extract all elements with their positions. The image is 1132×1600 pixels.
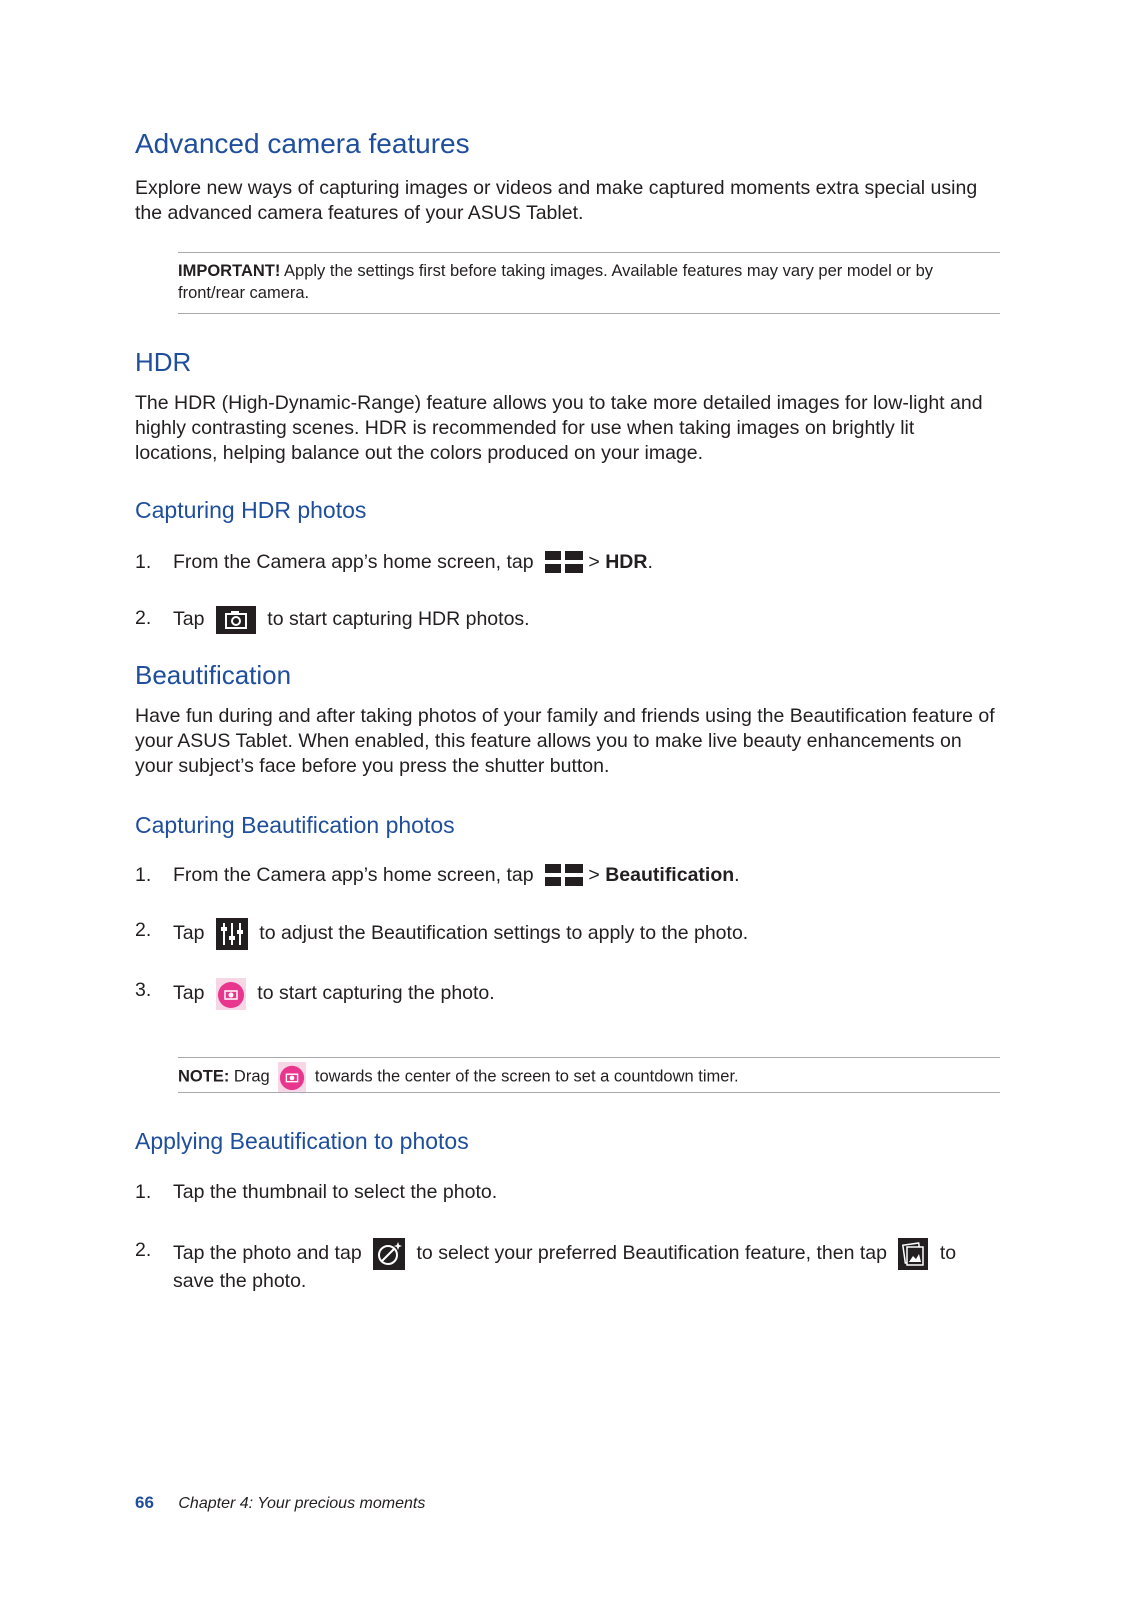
apply-step-2: 2. Tap the photo and tap to select your preferred Beautification feature, then tap to save the photo. [135,1239,957,1292]
step-number: 2. [135,1239,152,1261]
chapter-title: Chapter 4: Your precious moments [178,1495,426,1512]
beautification-step-3: 3. Tap to start capturing the photo. [135,978,935,1010]
hdr-step-2: 2. Tap to start capturing HDR photos. [135,606,935,636]
step-number: 2. [135,607,152,629]
step-text: From the Camera app’s home screen, tap [173,551,534,573]
capturing-hdr-heading: Capturing HDR photos [135,497,367,523]
step-number: 2. [135,919,152,941]
save-photo-icon [898,1238,928,1270]
applying-beautification-heading: Applying Beautification to photos [135,1128,469,1154]
page-number: 66 [135,1493,154,1512]
hdr-paragraph: The HDR (High-Dynamic-Range) feature allows you to take more detailed images for low-light and highly contrasting scenes. HDR is recommended for use when taking images on brightly lit locations, helping balance out the colors produced on your image. [135,392,983,464]
camera-shutter-icon [216,606,256,634]
grid-menu-icon [545,551,583,575]
capturing-beautification-heading: Capturing Beautification photos [135,812,455,838]
beautification-heading: Beautification [135,660,292,690]
important-notice [178,252,1000,314]
pink-shutter-icon [278,1062,306,1092]
adjust-sliders-icon [216,918,248,950]
hdr-step-1: 1. From the Camera app’s home screen, tap > HDR. [135,551,653,573]
apply-step-1: 1. Tap the thumbnail to select the photo. [135,1181,498,1203]
page-footer [135,1493,425,1513]
beautification-option: Beautification [605,864,735,886]
important-label: IMPORTANT! [178,262,281,280]
important-text: Apply the settings first before taking images. Available features may vary per model or by front/rear camera. [178,262,934,302]
note-box: NOTE: Drag towards the center of the screen to set a countdown timer. [178,1057,1000,1093]
beauty-wand-icon [373,1238,405,1270]
beautification-step-2: 2. Tap to adjust the Beautification settings to apply to the photo. [135,918,935,950]
step-number: 1. [135,551,152,573]
grid-menu-icon [545,864,583,888]
note-label: NOTE: [178,1067,230,1086]
hdr-option: HDR [605,551,648,573]
step-number: 1. [135,864,152,886]
intro-paragraph: Explore new ways of capturing images or videos and make captured moments extra special using the advanced camera features of your ASUS Tablet. [135,177,978,224]
pink-shutter-icon [216,978,246,1010]
page-title: Advanced camera features [135,128,470,159]
step-number: 1. [135,1181,152,1203]
hdr-heading: HDR [135,347,192,377]
beautification-paragraph: Have fun during and after taking photos of your family and friends using the Beautification feature of your ASUS Tablet. When enabled, this feature allows you to make live beauty enhancements on your subject’s face before you press the shutter button. [135,705,995,777]
beautification-step-1: 1. From the Camera app’s home screen, tap > Beautification. [135,864,740,886]
step-number: 3. [135,979,152,1001]
